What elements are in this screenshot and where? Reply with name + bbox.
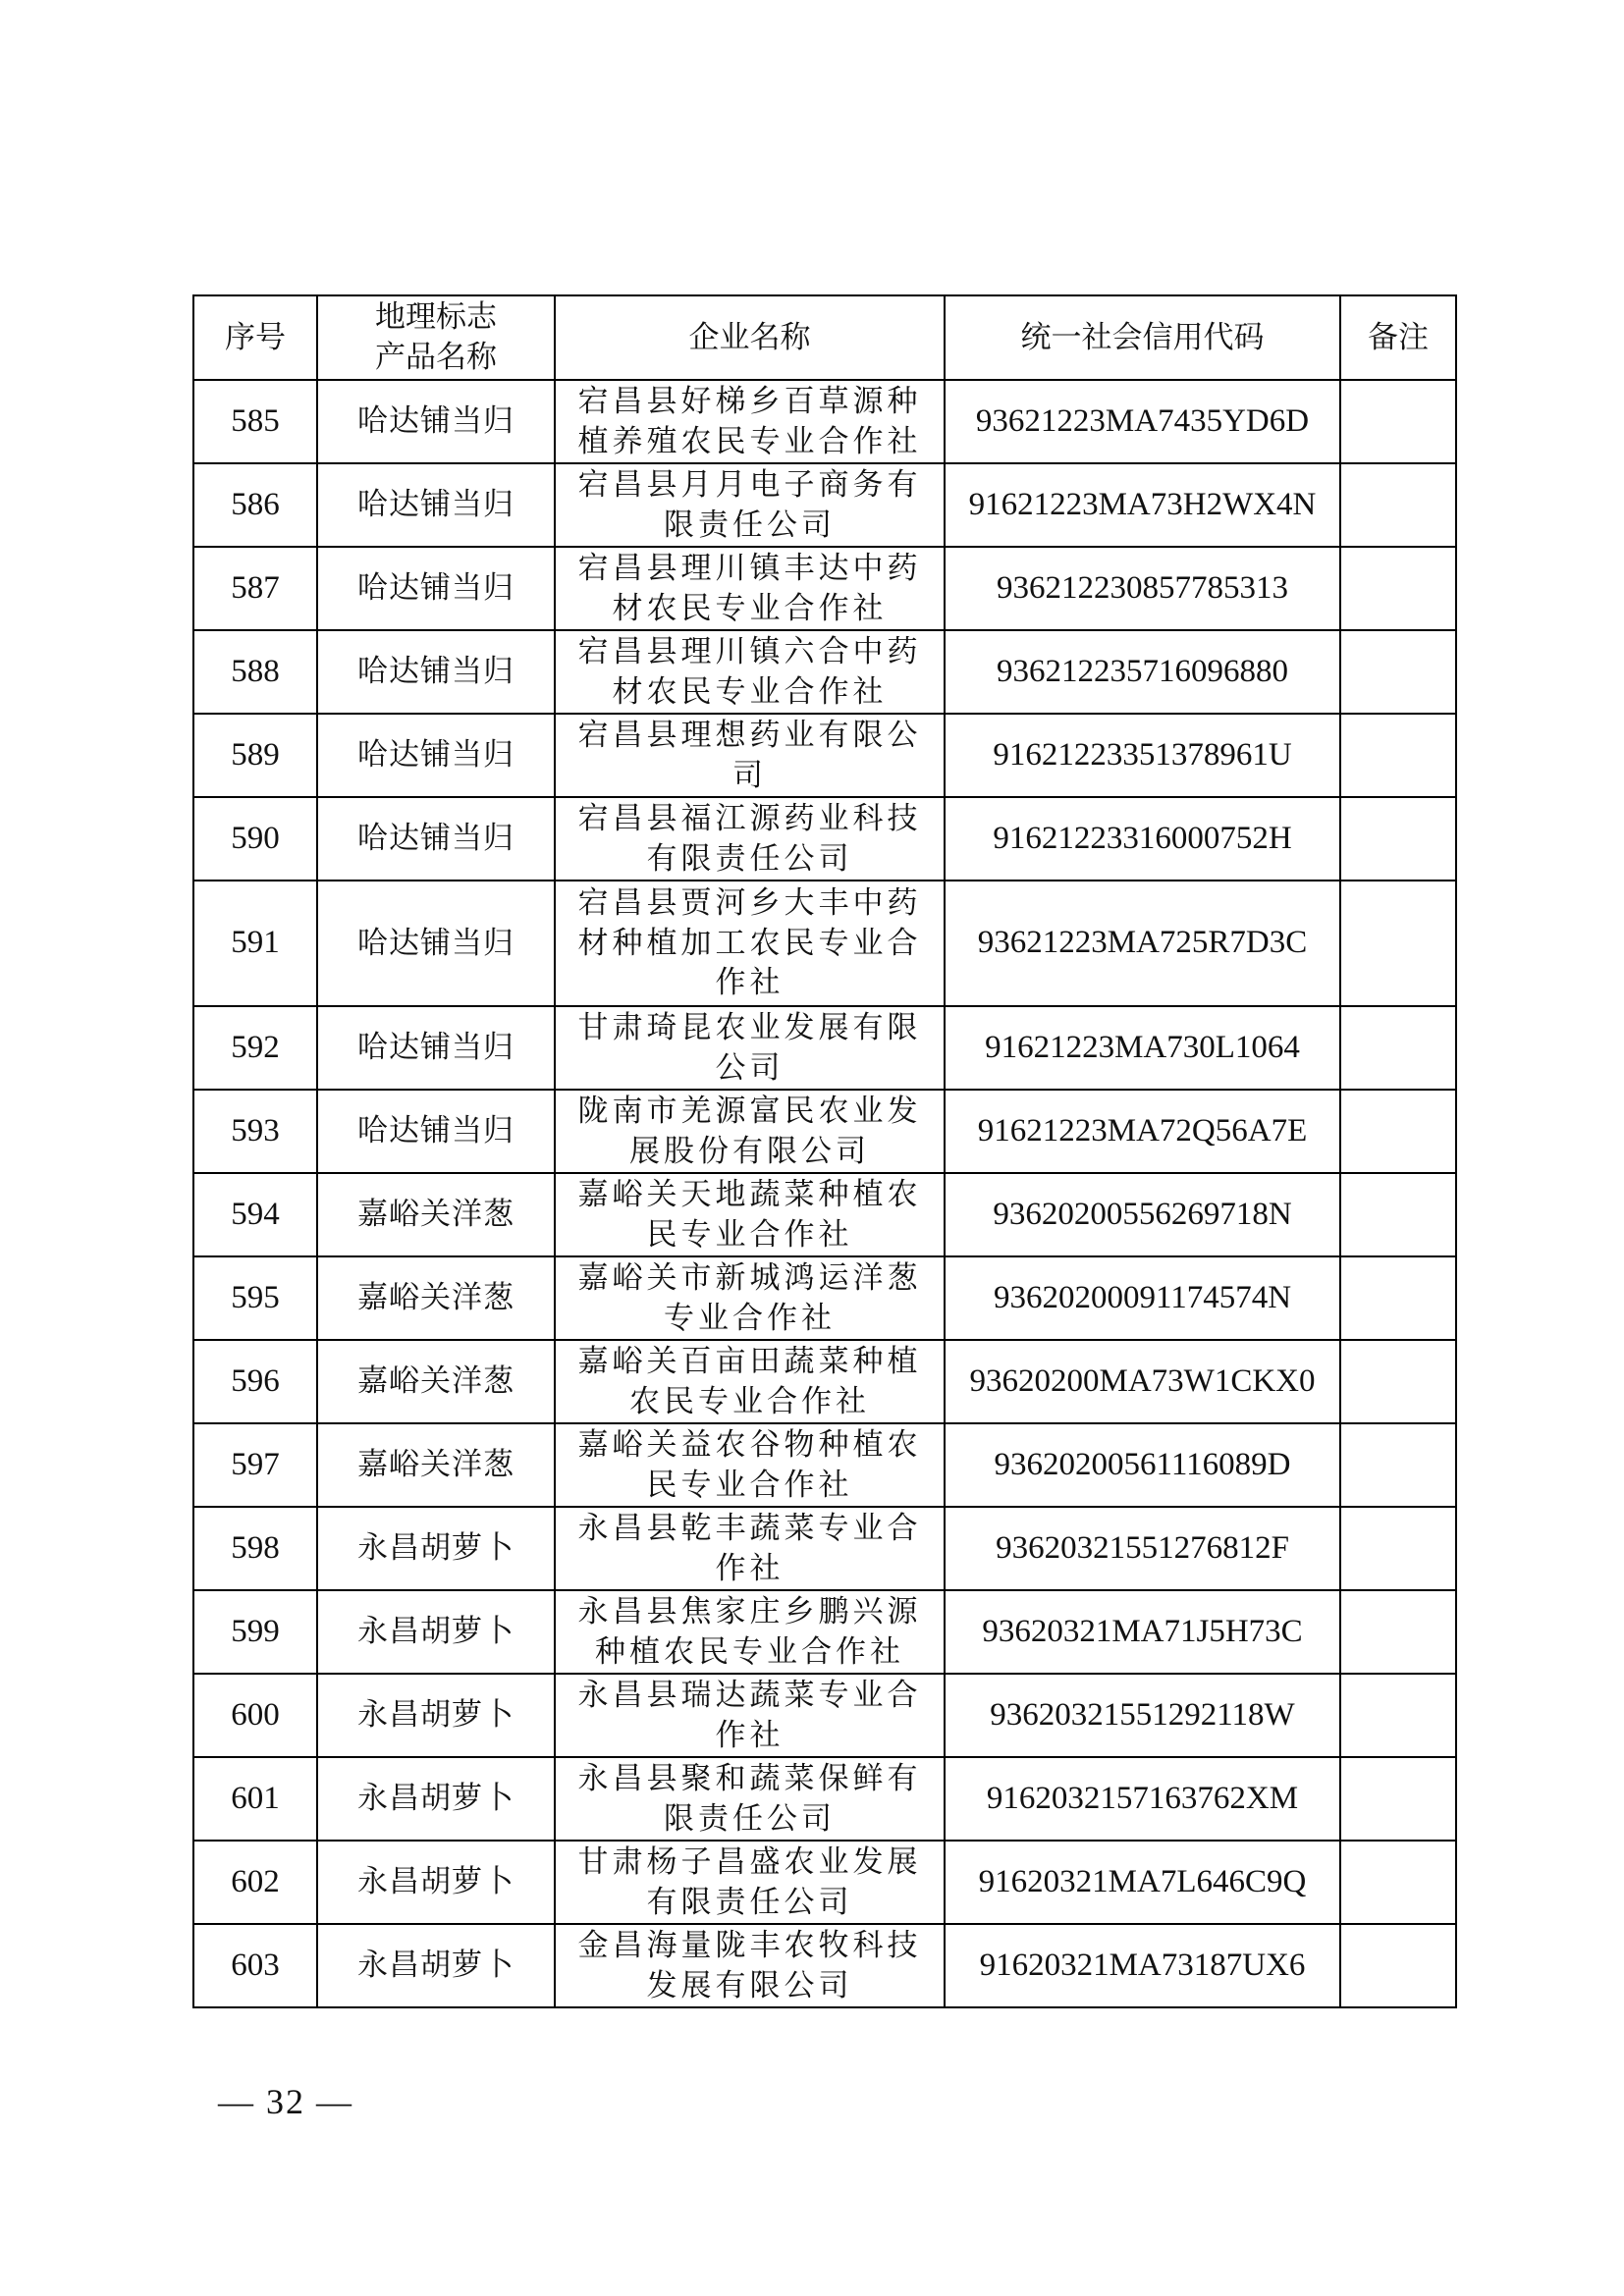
cell-company: 陇南市羌源富民农业发展股份有限公司 <box>555 1090 945 1173</box>
table-row <box>193 630 1456 714</box>
cell-seq: 588 <box>193 630 317 714</box>
cell-company: 永昌县乾丰蔬菜专业合作社 <box>555 1507 945 1590</box>
header-product-line1: 地理标志 <box>375 299 497 336</box>
cell-company: 宕昌县福江源药业科技有限责任公司 <box>555 797 945 881</box>
cell-company: 永昌县焦家庄乡鹏兴源种植农民专业合作社 <box>555 1590 945 1674</box>
table-row <box>193 1423 1456 1507</box>
table-row <box>193 463 1456 547</box>
cell-seq: 587 <box>193 547 317 630</box>
cell-product: 嘉峪关洋葱 <box>317 1423 555 1507</box>
cell-product: 哈达铺当归 <box>317 714 555 797</box>
table-row <box>193 714 1456 797</box>
cell-remark <box>1340 797 1456 881</box>
cell-remark <box>1340 380 1456 463</box>
header-code: 统一社会信用代码 <box>945 295 1340 380</box>
cell-seq: 599 <box>193 1590 317 1674</box>
cell-company: 嘉峪关天地蔬菜种植农民专业合作社 <box>555 1173 945 1256</box>
cell-company: 宕昌县理想药业有限公司 <box>555 714 945 797</box>
cell-product: 永昌胡萝卜 <box>317 1674 555 1757</box>
header-seq: 序号 <box>193 295 317 380</box>
table-row <box>193 1590 1456 1674</box>
cell-remark <box>1340 630 1456 714</box>
cell-company: 宕昌县理川镇六合中药材农民专业合作社 <box>555 630 945 714</box>
cell-company: 宕昌县贾河乡大丰中药材种植加工农民专业合作社 <box>555 881 945 1006</box>
cell-seq: 591 <box>193 881 317 1006</box>
cell-remark <box>1340 1674 1456 1757</box>
table-row <box>193 1924 1456 2007</box>
cell-seq: 603 <box>193 1924 317 2007</box>
cell-seq: 589 <box>193 714 317 797</box>
cell-company: 甘肃琦昆农业发展有限公司 <box>555 1006 945 1090</box>
cell-code: 91621223MA73H2WX4N <box>945 463 1340 547</box>
header-company: 企业名称 <box>555 295 945 380</box>
cell-product: 嘉峪关洋葱 <box>317 1340 555 1423</box>
cell-company: 嘉峪关百亩田蔬菜种植农民专业合作社 <box>555 1340 945 1423</box>
header-product <box>317 295 555 380</box>
cell-seq: 586 <box>193 463 317 547</box>
cell-remark <box>1340 547 1456 630</box>
cell-remark <box>1340 1256 1456 1340</box>
cell-company: 金昌海量陇丰农牧科技发展有限公司 <box>555 1924 945 2007</box>
cell-product: 哈达铺当归 <box>317 630 555 714</box>
cell-seq: 598 <box>193 1507 317 1590</box>
cell-remark <box>1340 1340 1456 1423</box>
page-number: — 32 — <box>218 2082 353 2121</box>
table-row <box>193 380 1456 463</box>
cell-product: 哈达铺当归 <box>317 1006 555 1090</box>
header-product-line2: 产品名称 <box>375 340 497 375</box>
cell-code: 91620321MA7L646C9Q <box>945 1841 1340 1924</box>
cell-seq: 597 <box>193 1423 317 1507</box>
cell-company: 宕昌县月月电子商务有限责任公司 <box>555 463 945 547</box>
table-row <box>193 881 1456 1006</box>
table-row <box>193 1841 1456 1924</box>
cell-code: 91621223MA72Q56A7E <box>945 1090 1340 1173</box>
cell-code: 91621223MA730L1064 <box>945 1006 1340 1090</box>
cell-remark <box>1340 1507 1456 1590</box>
table-row <box>193 1006 1456 1090</box>
table-row <box>193 1757 1456 1841</box>
table-row <box>193 1674 1456 1757</box>
cell-product: 哈达铺当归 <box>317 881 555 1006</box>
cell-code: 93620321551292118W <box>945 1674 1340 1757</box>
cell-remark <box>1340 1757 1456 1841</box>
cell-remark <box>1340 1006 1456 1090</box>
cell-company: 嘉峪关益农谷物种植农民专业合作社 <box>555 1423 945 1507</box>
cell-seq: 601 <box>193 1757 317 1841</box>
cell-code: 936212235716096880 <box>945 630 1340 714</box>
cell-code: 91621223351378961U <box>945 714 1340 797</box>
cell-code: 93621223MA725R7D3C <box>945 881 1340 1006</box>
cell-remark <box>1340 1924 1456 2007</box>
cell-company: 永昌县聚和蔬菜保鲜有限责任公司 <box>555 1757 945 1841</box>
cell-seq: 602 <box>193 1841 317 1924</box>
cell-seq: 600 <box>193 1674 317 1757</box>
cell-company: 宕昌县理川镇丰达中药材农民专业合作社 <box>555 547 945 630</box>
table-row <box>193 1256 1456 1340</box>
cell-product: 哈达铺当归 <box>317 547 555 630</box>
table-body <box>193 380 1456 2007</box>
cell-remark <box>1340 881 1456 1006</box>
cell-code: 93620200MA73W1CKX0 <box>945 1340 1340 1423</box>
cell-seq: 592 <box>193 1006 317 1090</box>
cell-seq: 585 <box>193 380 317 463</box>
cell-product: 嘉峪关洋葱 <box>317 1173 555 1256</box>
enterprise-table <box>192 294 1457 2008</box>
cell-product: 哈达铺当归 <box>317 1090 555 1173</box>
cell-seq: 593 <box>193 1090 317 1173</box>
cell-product: 永昌胡萝卜 <box>317 1590 555 1674</box>
cell-code: 93621223MA7435YD6D <box>945 380 1340 463</box>
cell-remark <box>1340 463 1456 547</box>
header-remark: 备注 <box>1340 295 1456 380</box>
cell-seq: 590 <box>193 797 317 881</box>
cell-seq: 596 <box>193 1340 317 1423</box>
cell-code: 93620200561116089D <box>945 1423 1340 1507</box>
cell-code: 91621223316000752H <box>945 797 1340 881</box>
cell-code: 93620200556269718N <box>945 1173 1340 1256</box>
cell-remark <box>1340 714 1456 797</box>
cell-company: 宕昌县好梯乡百草源种植养殖农民专业合作社 <box>555 380 945 463</box>
table-row <box>193 1173 1456 1256</box>
table-header-row <box>193 295 1456 380</box>
cell-seq: 594 <box>193 1173 317 1256</box>
cell-product: 永昌胡萝卜 <box>317 1924 555 2007</box>
cell-product: 永昌胡萝卜 <box>317 1841 555 1924</box>
cell-product: 哈达铺当归 <box>317 380 555 463</box>
cell-code: 91620321MA73187UX6 <box>945 1924 1340 2007</box>
cell-code: 93620321551276812F <box>945 1507 1340 1590</box>
cell-company: 嘉峪关市新城鸿运洋葱专业合作社 <box>555 1256 945 1340</box>
cell-product: 哈达铺当归 <box>317 797 555 881</box>
table-row <box>193 1340 1456 1423</box>
cell-product: 哈达铺当归 <box>317 463 555 547</box>
cell-company: 永昌县瑞达蔬菜专业合作社 <box>555 1674 945 1757</box>
table-row <box>193 797 1456 881</box>
cell-remark <box>1340 1841 1456 1924</box>
cell-remark <box>1340 1090 1456 1173</box>
table-row <box>193 1090 1456 1173</box>
cell-code: 93620200091174574N <box>945 1256 1340 1340</box>
table-row <box>193 547 1456 630</box>
cell-code: 93620321MA71J5H73C <box>945 1590 1340 1674</box>
cell-remark <box>1340 1173 1456 1256</box>
cell-product: 嘉峪关洋葱 <box>317 1256 555 1340</box>
table-row <box>193 1507 1456 1590</box>
cell-code: 9162032157163762XM <box>945 1757 1340 1841</box>
cell-code: 936212230857785313 <box>945 547 1340 630</box>
cell-remark <box>1340 1590 1456 1674</box>
cell-remark <box>1340 1423 1456 1507</box>
cell-product: 永昌胡萝卜 <box>317 1757 555 1841</box>
cell-company: 甘肃杨子昌盛农业发展有限责任公司 <box>555 1841 945 1924</box>
cell-product: 永昌胡萝卜 <box>317 1507 555 1590</box>
cell-seq: 595 <box>193 1256 317 1340</box>
